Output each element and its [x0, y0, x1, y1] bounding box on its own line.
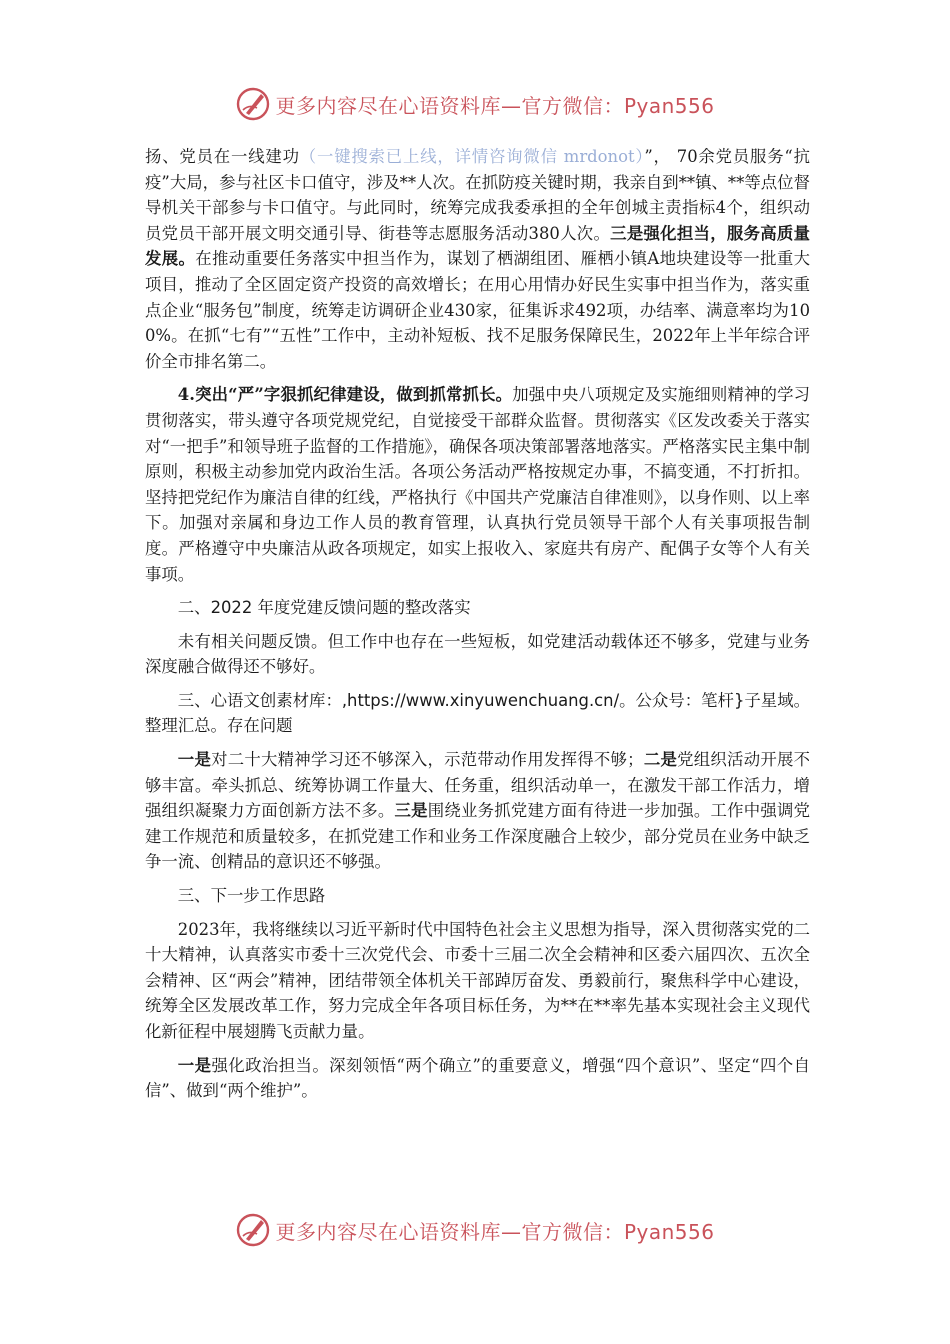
paragraph-5 [145, 747, 810, 875]
footer-banner [0, 1210, 950, 1250]
search-notice-link[interactable]: （一键搜索已上线，详情咨询微信 mrdonot） [299, 147, 645, 166]
paragraph-4: 三、心语文创素材库：,https://www.xinyuwenchuang.cn/。公众号：笔杆}子星域。整理汇总。存在问题 [145, 690, 810, 736]
p7-bold: 一是 [177, 1055, 212, 1075]
p2-text: 加强中央八项规定及实施细则精神的学习贯彻落实，带头遵守各项党规党纪，自觉接受干部群众监督。贯彻落实《区发改委关于落实对“一把手”和领导班子监督的工作措施》，确保各项决策部署落地落实。严格落实民主集中制原则，积极主动参加党内政治生活。各项公务活动严格按规定办事，不搞变通，不打折扣。坚持把党纪作为廉洁自律的红线，严格执行《中国共产党廉洁自律准则》，以身作则、以上率下。加强对亲属和身边工作人员的教育管理，认真执行党员领导干部个人有关事项报告制度。严格遵守中央廉洁从政各项规定，如实上报收入、家庭共有房产、配偶子女等个人有关事项。 [145, 385, 811, 584]
p1-text-a: 扬、党员在一线建功 [145, 147, 300, 166]
paragraph-7 [145, 1053, 810, 1104]
p1-bold: 三是强化担当，服务高质量发展。 [145, 223, 810, 269]
p7-text: 强化政治担当。深刻领悟“两个确立”的重要意义，增强“四个意识”、坚定“四个自信”、做到“两个维护”。 [145, 1055, 810, 1101]
header-banner [0, 84, 950, 124]
document-body [145, 144, 810, 1112]
section-heading-next-steps: 三、下一步工作思路 [177, 886, 326, 906]
pen-in-circle-icon [235, 86, 271, 122]
section-heading-2022: 二、2022 年度党建反馈问题的整改落实 [177, 598, 471, 618]
p1-text-c: 在推动重要任务落实中担当作为，谋划了栖湖组团、雁栖小镇A地块建设等一批重大项目，推动了全区固定资产投资的高效增长；在用心用情办好民生实事中担当作为，落实重点企业“服务包”制度，统筹走访调研企业430家，征集诉求492项，办结率、满意率均为100%。在抓“七有”“五性”工作中，主动补短板、找不足服务保障民生，2022年上半年综合评价全市排名第二。 [145, 249, 810, 371]
paragraph-3: 未有相关问题反馈。但工作中也存在一些短板，如党建活动载体还不够多，党建与业务深度融合做得还不够好。 [145, 631, 810, 677]
p5-bold-2: 二是 [643, 750, 678, 770]
header-banner-text: 更多内容尽在心语资料库—官方微信：Pyan556 [275, 93, 715, 118]
p2-bold: 4.突出“严”字狠抓纪律建设，做到抓常抓长。 [177, 385, 513, 405]
pen-in-circle-icon [235, 1212, 271, 1248]
p5-bold-1: 一是 [177, 750, 212, 770]
p5-text-3: 围绕业务抓党建方面有待进一步加强。工作中强调党建工作规范和质量较多，在抓党建工作和业务工作深度融合上较少，部分党员在业务中缺乏争一流、创精品的意识还不够强。 [145, 801, 811, 872]
paragraph-2 [145, 382, 810, 587]
p1-text-b: ”， 70余党员服务“抗疫”大局，参与社区卡口值守，涉及**人次。在抓防疫关键时期，我亲自到**镇、**等点位督导机关干部参与卡口值守。与此同时，统筹完成我委承担的全年创城主责指标4个，组织动员党员干部开展文明交通引导、街巷等志愿服务活动380人次。 [145, 147, 811, 243]
paragraph-1 [145, 144, 810, 374]
footer-banner-text: 更多内容尽在心语资料库—官方微信：Pyan556 [275, 1219, 715, 1244]
paragraph-6: 2023年，我将继续以习近平新时代中国特色社会主义思想为指导，深入贯彻落实党的二十大精神，认真落实市委十三次党代会、市委十三届二次全会精神和区委六届四次、五次全会精神、区“两会”精神，团结带领全体机关干部踔厉奋发、勇毅前行，聚焦科学中心建设，统筹全区发展改革工作，努力完成全年各项目标任务，为**在**率先基本实现社会主义现代化新征程中展翅腾飞贡献力量。 [145, 919, 810, 1041]
p5-text-2: 党组织活动开展不够丰富。牵头抓总、统筹协调工作量大、任务重，组织活动单一，在激发干部工作活力，增强组织凝聚力方面创新方法不多。 [145, 750, 811, 821]
p5-bold-3: 三是 [394, 801, 428, 821]
p5-text-1: 对二十大精神学习还不够深入，示范带动作用发挥得不够； [211, 750, 644, 770]
